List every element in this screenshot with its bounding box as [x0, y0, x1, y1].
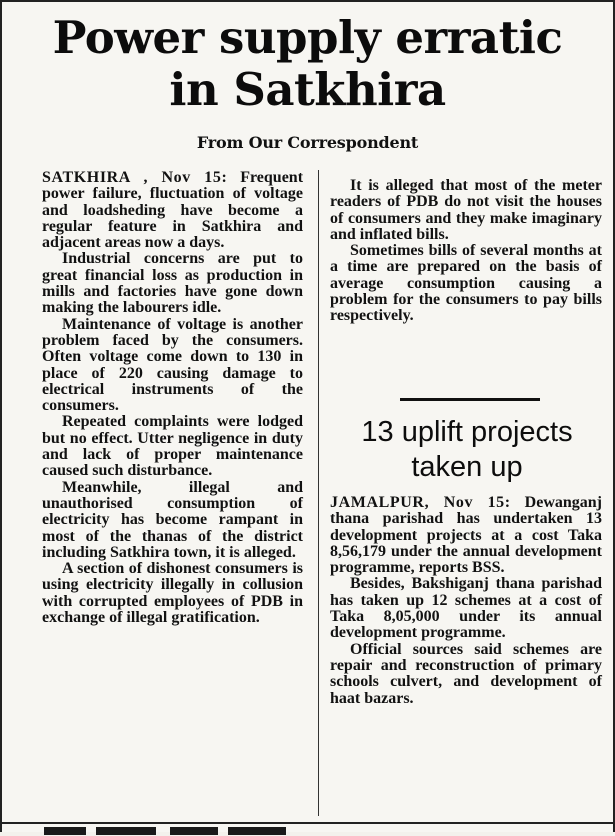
cropped-glyph [44, 827, 86, 835]
main-article-dateline: SATKHIRA , Nov 15: [42, 169, 228, 186]
main-headline [2, 12, 613, 116]
cropped-glyph [96, 827, 156, 835]
article-separator-rule [400, 398, 540, 401]
second-article-dateline: JAMALPUR, Nov 15: [330, 494, 511, 511]
main-article-paragraph-4: Repeated complaints were lodged but no effect. Utter negligence in duty and lack of proper maintenance caused such disturbance. [42, 413, 303, 480]
main-article-paragraph-5: Meanwhile, illegal and unauthorised consumption of electricity has become rampant in most of the thanas of the district including Satkhira town, it is alleged. [42, 478, 303, 561]
cropped-glyph [228, 827, 286, 835]
second-headline-line2: taken up [411, 451, 523, 483]
second-article-paragraph-2: Besides, Bakshiganj thana parishad has taken up 12 schemes at a cost of Taka 8,05,000 under its annual development programme. [330, 575, 602, 642]
second-article-paragraph-1 [330, 495, 602, 576]
second-headline-line1: 13 uplift projects [361, 416, 573, 448]
byline: From Our Correspondent [196, 133, 419, 152]
main-article-paragraph-2: Industrial concerns are put to great financial loss as production in mills and factories have gone down making the labourers idle. [42, 250, 303, 317]
bottom-border-rule [2, 822, 613, 824]
main-article-paragraph-7: It is alleged that most of the meter readers of PDB do not visit the houses of consumers and they make imaginary and inflated bills. [330, 177, 602, 243]
second-article-body [330, 495, 602, 707]
main-article-paragraph-3: Maintenance of voltage is another problem faced by the consumers. Often voltage come down to 130 in place of 220 causing damage to electrical instruments of the consumers. [42, 315, 303, 415]
main-article-paragraph-1-text: Frequent power failure, fluctuation of voltage and loadsheding have become a regular feature in Satkhira and adjacent areas now a days. [42, 169, 304, 252]
cropped-next-headline [44, 826, 294, 836]
main-article-column-left [42, 170, 303, 626]
main-article-paragraph-8: Sometimes bills of several months at a time are prepared on the basis of average consumption causing a problem for the consumers to pay bills respectively. [330, 242, 602, 325]
main-article-paragraph-1 [42, 170, 303, 251]
main-headline-line2: in Satkhira [169, 63, 446, 116]
cropped-glyph [170, 827, 218, 835]
column-divider [318, 170, 319, 816]
second-article-paragraph-1-text: Dewanganj thana parishad has undertaken 13 development projects at a cost Taka 8,56,179 under the annual development programme, reports BSS. [330, 494, 602, 577]
main-article-column-right [330, 178, 602, 325]
main-headline-line1: Power supply erratic [52, 11, 563, 64]
second-article-paragraph-3: Official sources said schemes are repair and reconstruction of primary schools culvert, and development of haat bazars. [330, 640, 602, 707]
second-headline [320, 415, 614, 485]
main-article-paragraph-6: A section of dishonest consumers is using electricity illegally in collusion with corrupted employees of PDB in exchange of illegal gratification. [42, 560, 303, 627]
